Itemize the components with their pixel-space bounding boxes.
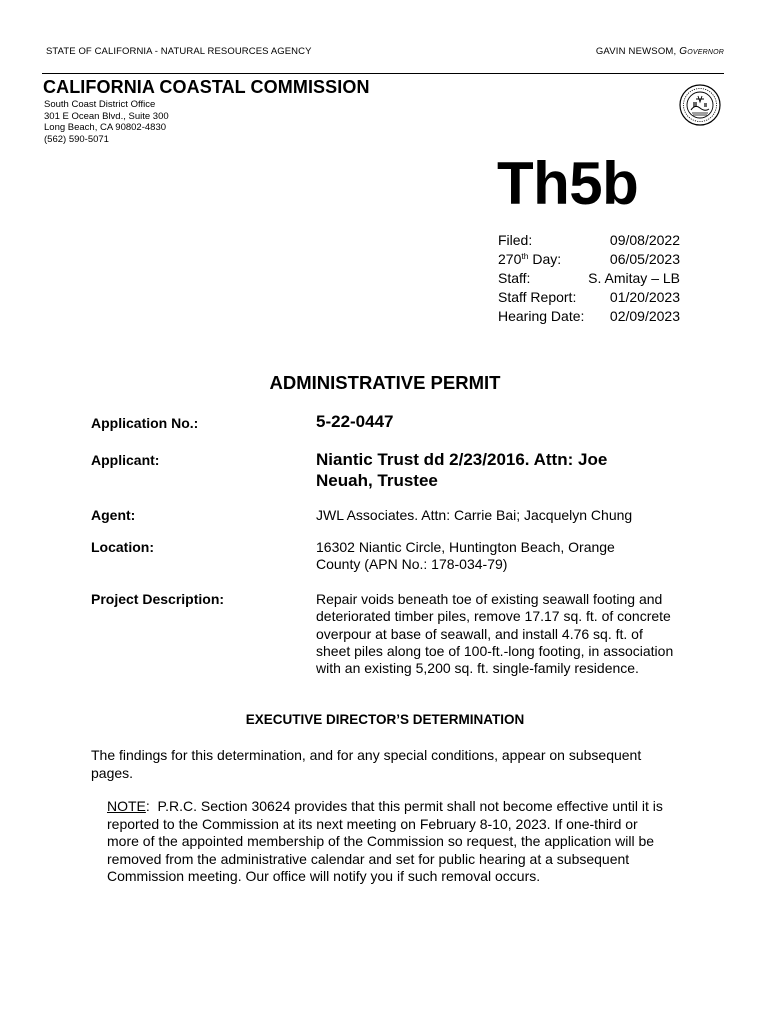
staff-value: S. Amitay – LB <box>588 270 680 286</box>
office-line: South Coast District Office <box>44 99 156 110</box>
day-value: 06/05/2023 <box>609 251 680 267</box>
applicant-label: Applicant: <box>91 452 160 468</box>
location-value: 16302 Niantic Circle, Huntington Beach, Orange County (APN No.: 178-034-79) <box>316 539 615 573</box>
applicant-value: Niantic Trust dd 2/23/2016. Attn: Joe Neuah, Trustee <box>316 450 608 490</box>
permit-title: ADMINISTRATIVE PERMIT <box>269 372 501 393</box>
staff-label: Staff: <box>498 270 531 286</box>
agency-line: STATE OF CALIFORNIA - NATURAL RESOURCES AGENCY <box>46 46 312 57</box>
staff-row <box>498 269 680 288</box>
determination-heading: EXECUTIVE DIRECTOR’S DETERMINATION <box>245 712 525 727</box>
description-label: Project Description: <box>91 591 225 607</box>
office-line: (562) 590-5071 <box>44 133 109 145</box>
filed-label: Filed: <box>498 232 533 248</box>
location-label: Location: <box>91 539 154 555</box>
staff-report-value: 01/20/2023 <box>609 289 680 305</box>
day-270-row <box>498 250 680 269</box>
hearing-date-label: Hearing Date: <box>498 308 585 324</box>
header-rule <box>42 73 724 74</box>
staff-report-row <box>498 288 680 307</box>
agent-label: Agent: <box>91 507 136 523</box>
application-label: Application No.: <box>91 415 199 431</box>
governor-name: GAVIN NEWSOM, <box>595 46 677 57</box>
state-seal-icon <box>679 84 721 126</box>
day-label: 270th Day: <box>498 251 562 267</box>
governor-title: Governor <box>679 46 724 57</box>
filing-info <box>498 231 680 326</box>
commission-name: CALIFORNIA COASTAL COMMISSION <box>43 77 370 97</box>
hearing-date-row <box>498 307 680 326</box>
application-value: 5-22-0447 <box>316 412 394 431</box>
office-address <box>44 99 169 145</box>
determination-text: The findings for this determination, and for any special conditions, appear on subsequent pages. <box>91 747 642 781</box>
hearing-date-value: 02/09/2023 <box>609 308 680 324</box>
agent-value: JWL Associates. Attn: Carrie Bai; Jacquelyn Chung <box>316 507 633 523</box>
note-text: : P.R.C. Section 30624 provides that this permit shall not become effective until it is reported to the Commission at its next meeting on February 8-10, 2023. If one-third or more of the appointed membership of the Commission so request, the application will be removed from the administrative calendar and set for public hearing at a subsequent Commission meeting. Our office will notify you if such removal occurs. <box>107 798 667 884</box>
office-line: 301 E Ocean Blvd., Suite 300 <box>44 110 169 122</box>
staff-report-label: Staff Report: <box>498 289 577 305</box>
agenda-item-number: Th5b <box>497 150 639 217</box>
description-value: Repair voids beneath toe of existing seawall footing and deteriorated timber piles, remove 17.17 sq. ft. of concrete overpour at base of seawall, and install 4.76 sq. ft. of sheet piles along toe of 100-ft.-long footing, in association with an existing 5,200 sq. ft. single-family residence. <box>316 591 674 677</box>
office-line: Long Beach, CA 90802-4830 <box>44 122 167 133</box>
note-label: NOTE <box>107 798 146 814</box>
filed-row <box>498 231 680 250</box>
filed-value: 09/08/2022 <box>609 232 680 248</box>
governor-line <box>596 46 724 57</box>
note-paragraph <box>107 798 667 886</box>
